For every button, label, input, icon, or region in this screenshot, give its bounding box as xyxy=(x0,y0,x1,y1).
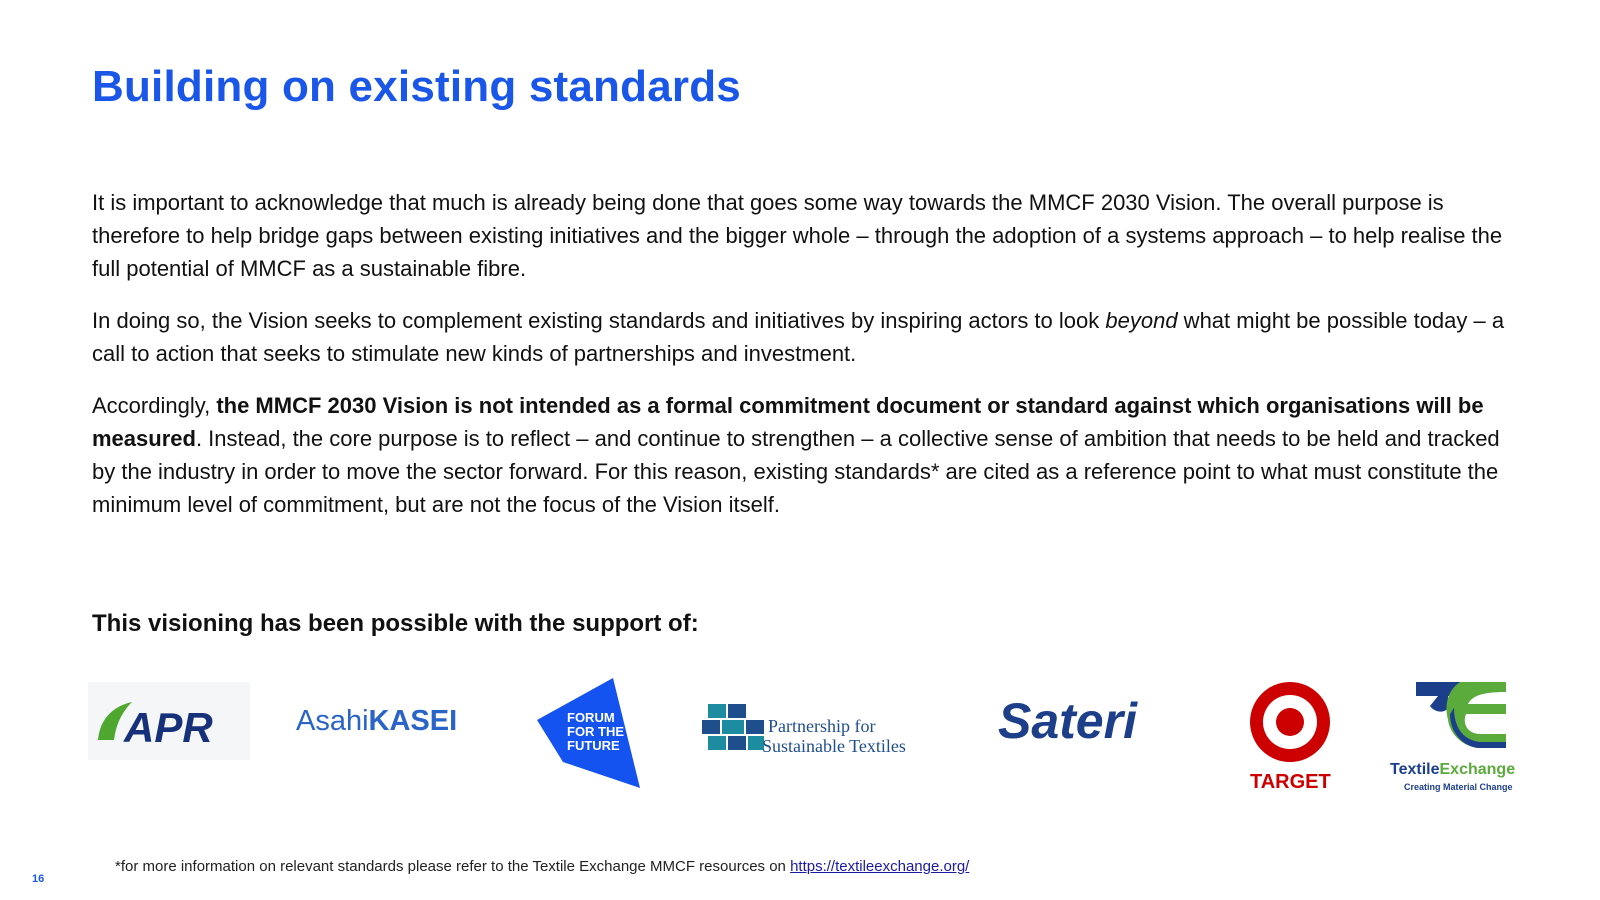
target-bullseye-icon xyxy=(1250,682,1330,762)
footnote-text: *for more information on relevant standards please refer to the Textile Exchange MMCF resources on xyxy=(115,858,791,875)
asahi-wordmark-part-2: KASEI xyxy=(368,705,458,737)
footnote xyxy=(115,858,969,875)
apr-logo xyxy=(88,682,250,760)
paragraph-3-part-2: . Instead, the core purpose is to reflect – and continue to strengthen – a collective sense of ambition that needs to be held and tracked by the industry in order to move the sector forward. For this reason, existing standards* are cited as a reference point to what must constitute the minimum level of commitment, but are not the focus of the Vision itself. xyxy=(92,426,1500,517)
sateri-wordmark: Sateri xyxy=(998,693,1137,749)
forum-line-1: FORUM xyxy=(567,710,615,725)
body-text xyxy=(92,186,1512,540)
paragraph-1: It is important to acknowledge that much is already being done that goes some way towards the MMCF 2030 Vision. The overall purpose is therefore to help bridge gaps between existing initiatives and the bigger whole – through the adoption of a systems approach – to help realise the full potential of MMCF as a sustainable fibre. xyxy=(92,190,1503,281)
forum-for-the-future-logo xyxy=(535,678,645,790)
paragraph-2 xyxy=(92,304,1512,370)
forum-line-2: FOR THE xyxy=(567,724,625,739)
te-wordmark-part-1: Textile xyxy=(1390,761,1440,778)
svg-text:TextileExchange xyxy=(1390,761,1515,778)
te-wordmark-part-2: Exchange xyxy=(1439,761,1516,778)
pst-line-1: Partnership for xyxy=(768,716,876,736)
page-number: 16 xyxy=(32,873,45,885)
pst-squares-icon xyxy=(702,704,764,750)
textile-exchange-link[interactable]: https://textileexchange.org/ xyxy=(790,858,970,875)
asahi-kasei-logo xyxy=(296,696,476,740)
paragraph-3-bold-statement: the MMCF 2030 Vision is not intended as a formal commitment document or standard against which organisations will be measured xyxy=(92,393,1484,451)
page-title: Building on existing standards xyxy=(92,62,741,111)
sateri-logo xyxy=(996,692,1172,750)
supporter-logos xyxy=(0,670,1600,800)
paragraph-3-part-1: Accordingly, xyxy=(92,393,217,418)
paragraph-3 xyxy=(92,389,1512,521)
te-tagline: Creating Material Change xyxy=(1404,782,1513,792)
pst-line-2: Sustainable Textiles xyxy=(762,736,906,756)
emphasis-beyond: beyond xyxy=(1105,308,1178,333)
partnership-sustainable-textiles-logo xyxy=(702,702,932,762)
target-wordmark: TARGET xyxy=(1250,771,1331,793)
asahi-wordmark-part-1: Asahi xyxy=(296,705,369,737)
target-logo xyxy=(1248,682,1338,794)
svg-text:AsahiKASEI xyxy=(296,705,457,737)
paragraph-2-part-2: what might be possible today – a call to action that seeks to stimulate new kinds of partnerships and investment. xyxy=(92,308,1505,366)
forum-line-3: FUTURE xyxy=(567,738,620,753)
apr-wordmark: APR xyxy=(124,704,213,751)
textile-exchange-mark-icon xyxy=(1416,682,1506,748)
paragraph-2-part-1: In doing so, the Vision seeks to complement existing standards and initiatives by inspiring actors to look xyxy=(92,308,1106,333)
support-heading: This visioning has been possible with the support of: xyxy=(92,610,699,637)
textile-exchange-logo xyxy=(1388,678,1538,794)
